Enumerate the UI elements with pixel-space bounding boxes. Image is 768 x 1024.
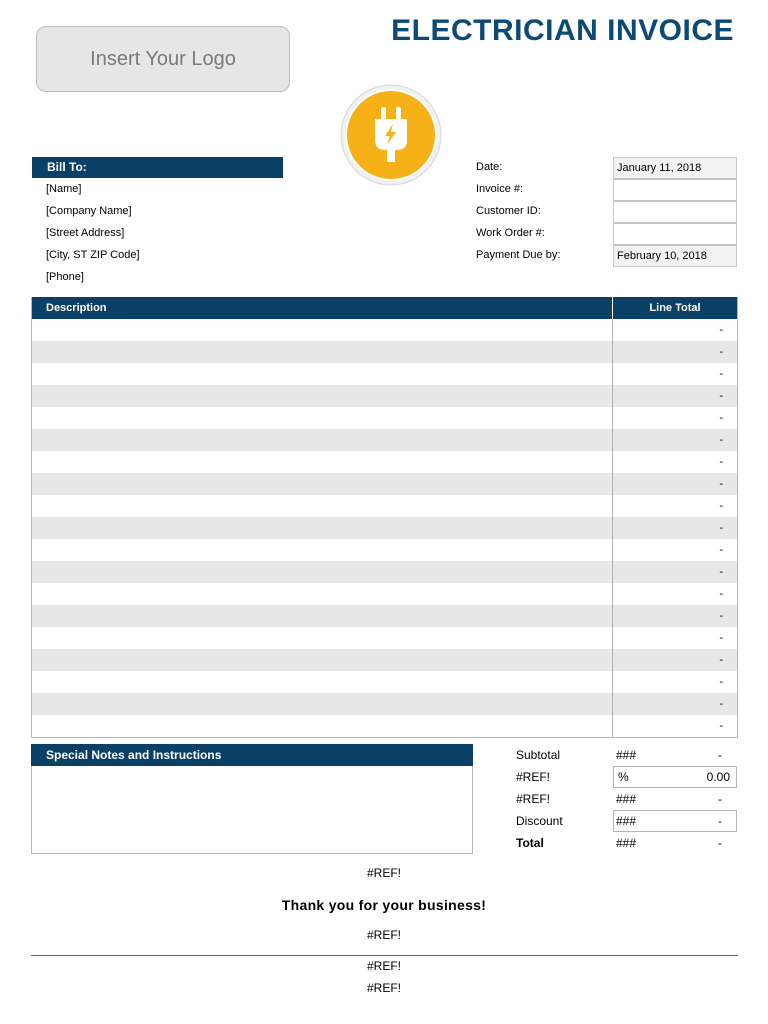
table-row[interactable]	[32, 451, 737, 473]
table-row[interactable]	[32, 693, 737, 715]
row-description[interactable]	[32, 429, 613, 451]
row-line-total: -	[719, 434, 723, 446]
invoice-number-label: Invoice #:	[476, 183, 524, 195]
row-line-total: -	[719, 610, 723, 622]
footer-ref-1: #REF!	[366, 866, 401, 880]
customer-id-label: Customer ID:	[476, 205, 541, 217]
table-row[interactable]	[32, 605, 737, 627]
row-line-total: -	[719, 654, 723, 666]
row-line-total: -	[719, 544, 723, 556]
row-description[interactable]	[32, 451, 613, 473]
row-line-total: -	[719, 412, 723, 424]
table-row[interactable]	[32, 341, 737, 363]
row-line-total: -	[719, 478, 723, 490]
footer-ref-4: #REF!	[366, 981, 401, 995]
row-description[interactable]	[32, 605, 613, 627]
electric-plug-icon	[340, 84, 442, 186]
notes-textarea[interactable]	[31, 766, 473, 854]
table-row[interactable]	[32, 649, 737, 671]
table-row[interactable]	[32, 627, 737, 649]
bill-to-name[interactable]: [Name]	[46, 183, 82, 195]
row-line-total: -	[719, 390, 723, 402]
invoice-title: ELECTRICIAN INVOICE	[391, 14, 734, 47]
total-value: -	[718, 836, 722, 850]
row-line-total: -	[719, 698, 723, 710]
row-description[interactable]	[32, 627, 613, 649]
work-order-label: Work Order #:	[476, 227, 545, 239]
row-line-total: -	[719, 368, 723, 380]
table-row[interactable]	[32, 561, 737, 583]
footer-divider	[31, 955, 738, 956]
payment-due-field[interactable]: February 10, 2018	[613, 245, 737, 267]
row-description[interactable]	[32, 495, 613, 517]
row-description[interactable]	[32, 341, 613, 363]
row-description[interactable]	[32, 385, 613, 407]
tax-rate-label: #REF!	[516, 770, 551, 784]
footer-ref-3: #REF!	[366, 959, 401, 973]
tax-rate-percent-sign: %	[618, 770, 629, 784]
row-line-total: -	[719, 676, 723, 688]
thank-you-message: Thank you for your business!	[281, 897, 487, 913]
bill-to-city[interactable]: [City, ST ZIP Code]	[46, 249, 140, 261]
row-description[interactable]	[32, 715, 613, 737]
table-row[interactable]	[32, 363, 737, 385]
bill-to-phone[interactable]: [Phone]	[46, 271, 84, 283]
table-row[interactable]	[32, 583, 737, 605]
bill-to-street[interactable]: [Street Address]	[46, 227, 125, 239]
row-description[interactable]	[32, 517, 613, 539]
row-description[interactable]	[32, 473, 613, 495]
row-description[interactable]	[32, 363, 613, 385]
subtotal-value: -	[718, 748, 722, 762]
row-line-total: -	[719, 324, 723, 336]
footer-ref-2: #REF!	[366, 928, 401, 942]
payment-due-label: Payment Due by:	[476, 249, 561, 261]
line-items-header	[32, 297, 737, 319]
bill-to-company[interactable]: [Company Name]	[46, 205, 132, 217]
row-description[interactable]	[32, 561, 613, 583]
table-row[interactable]	[32, 429, 737, 451]
row-description[interactable]	[32, 693, 613, 715]
row-line-total: -	[719, 346, 723, 358]
row-line-total: -	[719, 500, 723, 512]
table-row[interactable]	[32, 539, 737, 561]
total-currency: ###	[616, 836, 637, 850]
tax-amount-currency: ###	[616, 792, 637, 806]
notes-heading: Special Notes and Instructions	[31, 744, 473, 766]
row-description[interactable]	[32, 539, 613, 561]
row-description[interactable]	[32, 407, 613, 429]
row-line-total: -	[719, 566, 723, 578]
table-row[interactable]	[32, 473, 737, 495]
row-line-total: -	[719, 522, 723, 534]
row-description[interactable]	[32, 319, 613, 341]
work-order-field[interactable]	[613, 223, 737, 245]
row-line-total: -	[719, 588, 723, 600]
discount-currency: ###	[616, 814, 637, 828]
bill-to-heading: Bill To:	[32, 157, 283, 178]
row-line-total: -	[719, 632, 723, 644]
total-label: Total	[516, 836, 544, 850]
line-items-table	[31, 297, 738, 738]
row-line-total: -	[719, 456, 723, 468]
logo-placeholder[interactable]	[36, 26, 290, 92]
invoice-number-field[interactable]	[613, 179, 737, 201]
table-row[interactable]	[32, 319, 737, 341]
row-description[interactable]	[32, 649, 613, 671]
row-line-total: -	[719, 720, 723, 732]
subtotal-label: Subtotal	[516, 748, 561, 762]
description-column-header: Description	[32, 297, 613, 319]
table-row[interactable]	[32, 495, 737, 517]
table-row[interactable]	[32, 385, 737, 407]
subtotal-currency: ###	[616, 748, 637, 762]
row-description[interactable]	[32, 583, 613, 605]
discount-label: Discount	[516, 814, 563, 828]
line-total-column-header: Line Total	[649, 302, 701, 314]
table-row[interactable]	[32, 671, 737, 693]
table-row[interactable]	[32, 407, 737, 429]
discount-value[interactable]: -	[718, 814, 722, 828]
tax-rate-value[interactable]: 0.00	[706, 770, 730, 784]
tax-amount-label: #REF!	[516, 792, 551, 806]
row-description[interactable]	[32, 671, 613, 693]
date-field[interactable]: January 11, 2018	[613, 157, 737, 179]
tax-amount-value: -	[718, 792, 722, 806]
table-row[interactable]	[32, 715, 737, 737]
customer-id-field[interactable]	[613, 201, 737, 223]
date-label: Date:	[476, 161, 503, 173]
logo-placeholder-text: Insert Your Logo	[90, 47, 236, 70]
table-row[interactable]	[32, 517, 737, 539]
